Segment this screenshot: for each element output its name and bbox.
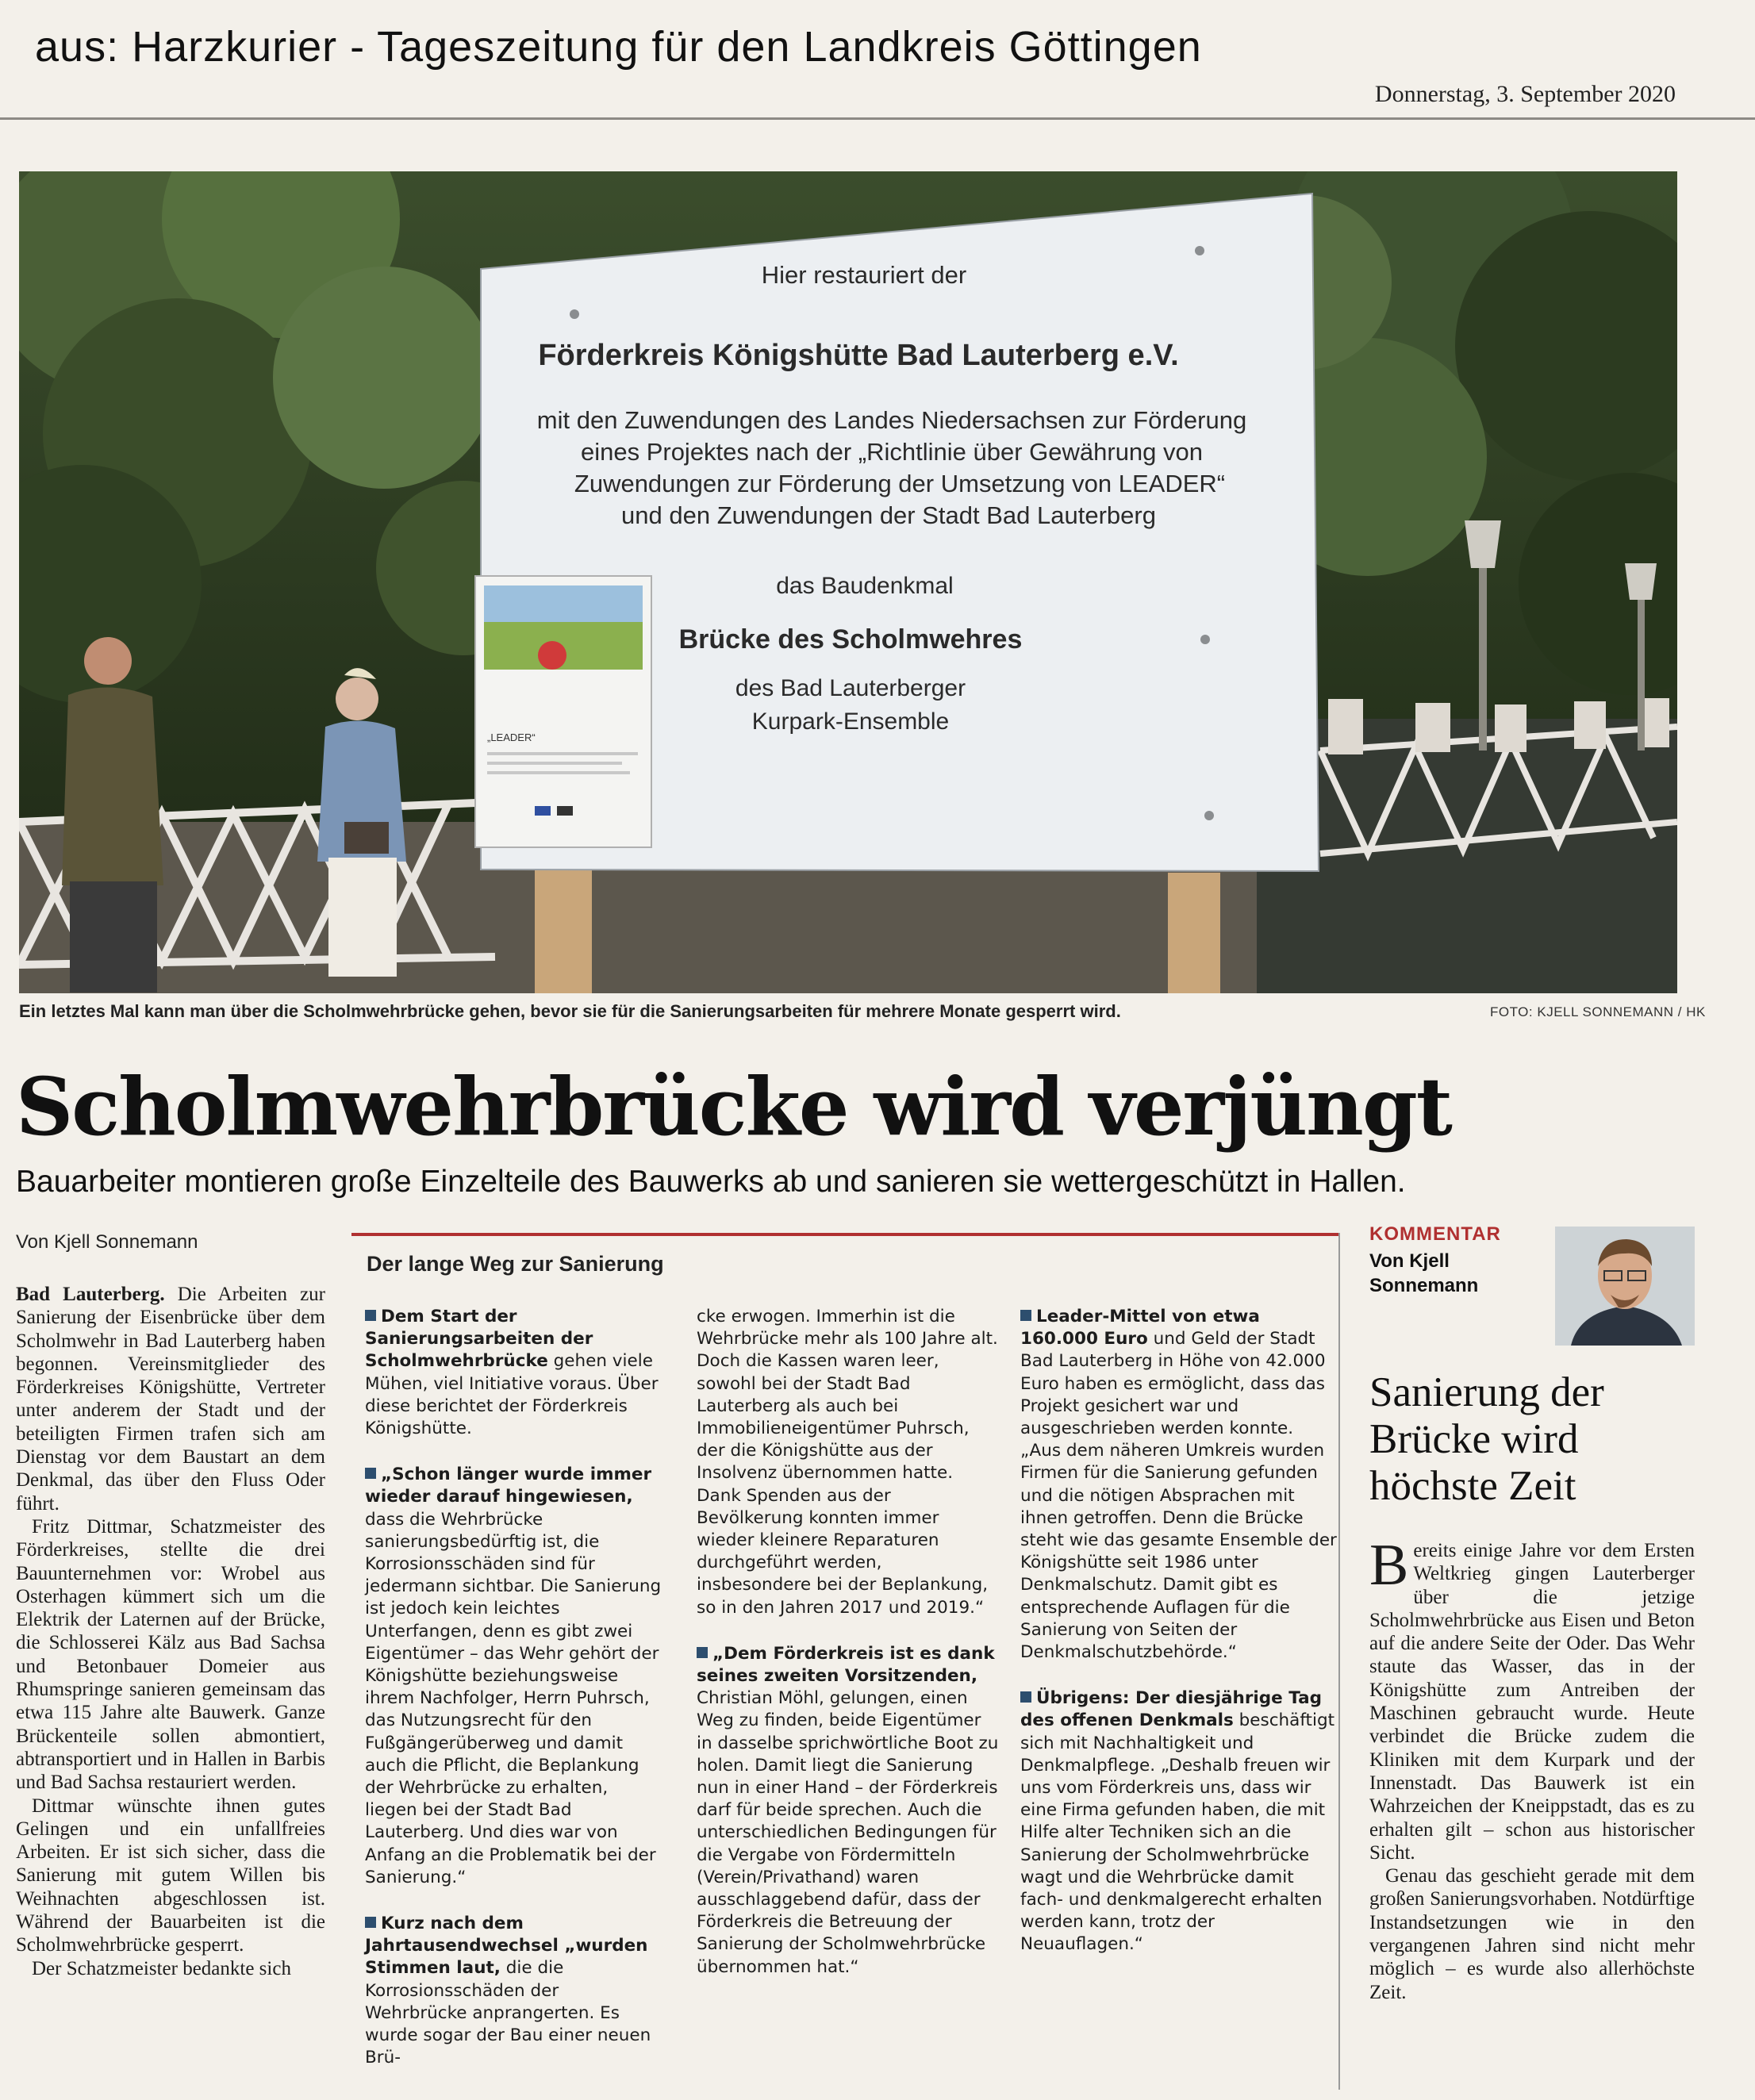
headline: Scholmwehrbrücke wird verjüngt [16, 1060, 1451, 1154]
subheadline: Bauarbeiter montieren große Einzelteile des Bauwerks ab und sanieren sie wettergeschützt in Hallen. [16, 1165, 1406, 1199]
sign-line: das Baudenkmal [776, 573, 954, 599]
item-text: Christian Möhl, gelungen, einen Weg zu finden, beide Eigentümer in dasselbe sprichwörtliche Boot zu holen. Damit liegt die Sanierung nun in einer Hand – der Förderkreis darf für beide sprechen. Auch die unterschiedlichen Bedingungen für die Vergabe von Fördermitteln (Verein/Privathand) waren ausschlaggebend dafür, dass der Förderkreis die Betreuung der Sanierung der Scholmwehrbrücke übernommen hat.“ [697, 1688, 999, 1977]
item-lead: Kurz nach dem Jahrtausendwechsel „wurden Stimmen laut, [365, 1914, 648, 1979]
bullet-square-icon [1020, 1691, 1031, 1703]
dateline: Bad Lauterberg. [16, 1284, 165, 1305]
bullet-square-icon [365, 1917, 376, 1928]
infobox-top-rule [351, 1233, 1339, 1236]
item-text: die die Korrosionsschäden der Wehrbrücke anprangerten. Es wurde sogar der Bau einer neuen Brü- [365, 1958, 651, 2068]
item-lead: „Schon länger wurde immer wieder darauf hingewiesen, [365, 1465, 652, 1507]
item-lead: Dem Start der Sanierungsarbeiten der Scholmwehrbrücke [365, 1307, 593, 1372]
kommentar-author: Von Kjell Sonnemann [1369, 1250, 1479, 1296]
article-paragraph [16, 1283, 325, 1515]
sign-line: des Bad Lauterberger [735, 675, 966, 701]
infobox-item [365, 1913, 665, 2069]
infobox-item [365, 1464, 665, 1889]
infobox-title: Der lange Weg zur Sanierung [367, 1252, 664, 1276]
item-text: dass die Wehrbrücke sanierungsbedürftig ist, die Korrosionsschäden sind für jedermann sichtbar. Die Sanierung ist jedoch kein leichtes Unterfangen, denn es gibt zwei Eigentümer – das Wehr gehört der Königshütte beziehungsweise ihrem Nachfolger, Herrn Puhrsch, das Nutzungsrecht für den Fußgängerüberweg und damit auch die Pflicht, die Beplankung der Wehrbrücke zu erhalten, liegen bei der Stadt Bad Lauterberg. Und dies war von Anfang an die Problematik bei der Sanierung.“ [365, 1509, 662, 1887]
item-lead: Leader-Mittel von etwa 160.000 Euro [1020, 1307, 1260, 1349]
poster-label: „LEADER“ [487, 731, 536, 743]
sign-line: mit den Zuwendungen des Landes Niedersachsen zur Förderung [536, 406, 1247, 434]
item-text: cke erwogen. Immerhin ist die Wehrbrücke mehr als 100 Jahre alt. Doch die Kassen waren leer, sowohl bei der Stadt Bad Lauterberg als auch bei Immobilieneigentümer Puhrsch, der die Königshütte aus der Insolvenz übernommen hatte. Dank Spenden aus der Bevölkerung konnten immer wieder kleinere Reparaturen durchgeführt werden, insbesondere bei der Beplankung, so in den Jahren 2017 und 2019.“ [697, 1307, 998, 1618]
infobox-item [697, 1306, 1000, 1619]
bullet-square-icon [365, 1310, 376, 1321]
header-rule [0, 117, 1755, 120]
bullet-square-icon [697, 1647, 708, 1658]
kommentar-paragraph [1369, 1533, 1695, 1864]
sign-line: Hier restauriert der [761, 261, 967, 289]
item-text: und Geld der Stadt Bad Lauterberg in Höhe von 42.000 Euro haben es ermöglicht, dass das Projekt gesichert war und ausgeschrieben werden konnte. „Aus dem näheren Umkreis wurden Firmen für die Sanierung gefunden und die nötigen Absprachen mit ihnen getroffen. Denn die Brücke steht wie das gesamte Ensemble der Königshütte seit 1986 unter Denkmalschutz. Damit gibt es entsprechende Auflagen für die Sanierung von Seiten der Denkmalschutzbehörde.“ [1020, 1329, 1337, 1663]
infobox-item [365, 1306, 665, 1440]
source-line: aus: Harzkurier - Tageszeitung für den Landkreis Göttingen [35, 23, 1202, 71]
sign-line: Förderkreis Königshütte Bad Lauterberg e.V. [538, 339, 1179, 372]
item-lead: Übrigens: Der diesjährige Tag des offenen Denkmals [1020, 1688, 1323, 1731]
infobox-column-3 [1020, 1306, 1338, 1980]
photo-credit: FOTO: KJELL SONNEMANN / HK [1490, 1004, 1706, 1019]
kommentar-body [1369, 1533, 1695, 2004]
infobox-item [1020, 1687, 1338, 1956]
infobox-item [1020, 1306, 1338, 1664]
author-portrait [1555, 1227, 1695, 1346]
bullet-square-icon [1020, 1310, 1031, 1321]
issue-date: Donnerstag, 3. September 2020 [1374, 81, 1676, 107]
kommentar-paragraph: Genau das geschieht gerade mit dem großen Sanierungsvorhaben. Notdürftige Instandsetzungen wie in den vergangenen Jahren sind nicht mehr möglich – es wurde also allerhöchste Zeit. [1369, 1865, 1695, 2003]
bullet-square-icon [365, 1468, 376, 1479]
article-paragraph: Fritz Dittmar, Schatzmeister des Förderkreises, stellte die drei Bauunternehmen vor: Wrobel aus Osterhagen kümmert sich um die Elektrik der Laternen auf der Brücke, die Schlosserei Kälz aus Bad Sachsa und Betonbauer Domeier aus Rhumspringe sanieren gemeinsam das etwa 115 Jahre alte Bauwerk. Ganze Brückenteile sollen abmontiert, abtransportiert und in Hallen in Barbis und Bad Sachsa restauriert werden. [16, 1515, 325, 1794]
sign-line: Zuwendungen zur Förderung der Umsetzung von LEADER“ [574, 470, 1226, 497]
article-photo [19, 171, 1677, 993]
kommentar-headline: Sanierung der Brücke wird höchste Zeit [1369, 1369, 1604, 1509]
sign-line: Kurpark-Ensemble [751, 708, 950, 735]
column-divider [1338, 1233, 1340, 2090]
drop-cap: B [1369, 1533, 1409, 1598]
sign-line: eines Projektes nach der „Richtlinie über Gewährung von [580, 438, 1204, 466]
infobox-column-2 [697, 1306, 1000, 2002]
article-paragraph: Der Schatzmeister bedankte sich [32, 1957, 291, 1979]
kommentar-label: KOMMENTAR [1369, 1223, 1501, 1245]
leader-poster [475, 576, 651, 847]
photo-illustration [19, 171, 1677, 993]
paragraph-text: ereits einige Jahre vor dem Ersten Weltkrieg gingen Lauterberger über die jetzige Scholmwehrbrücke aus Eisen und Beton auf die andere Seite der Oder. Das Wehr staute das Wasser, das in der Königshütte zum Antreiben der Maschinen gebraucht wurde. Heute verbindet die Brücke zudem die Kliniken mit dem Kurpark und der Innenstadt. Das Bauwerk ist ein Wahrzeichen der Kneippstadt, das es zu erhalten gilt – schon aus historischer Sicht. [1369, 1540, 1695, 1864]
article-column [16, 1283, 325, 1980]
author-portrait-image [1555, 1227, 1695, 1346]
sign-line: Brücke des Scholmwehres [678, 624, 1023, 655]
byline: Von Kjell Sonnemann [16, 1231, 198, 1253]
item-text: beschäftigt sich mit Nachhaltigkeit und Denkmalpflege. „Deshalb freuen wir uns vom Förderkreis uns, dass wir eine Firma gefunden haben, die mit Hilfe alter Techniken sich an die Sanierung der Scholmwehrbrücke wagt und die Wehrbrücke damit fach- und denkmalgerecht erhalten werden kann, trotz der Neuauflagen.“ [1020, 1710, 1335, 1955]
item-lead: „Dem Förderkreis ist es dank seines zweiten Vorsitzenden, [697, 1643, 995, 1687]
article-paragraph: Dittmar wünschte ihnen gutes Gelingen und ein unfallfreies Arbeiten. Er ist sich sicher, dass die Sanierung mit gutem Willen bis Weihnachten abgeschlossen ist. Während der Bauarbeiten ist die Scholmwehrbrücke gesperrt. [16, 1795, 325, 1956]
infobox-column-1 [365, 1306, 665, 2094]
infobox-item [697, 1643, 1000, 1979]
paragraph-text: Die Arbeiten zur Sanierung der Eisenbrücke über dem Scholmwehr in Bad Lauterberg haben begonnen. Vereinsmitglieder des Förderkreises Königshütte, Vertreter unter anderem der Stadt und der beteiligten Firmen trafen sich am Dienstag vor dem Baustart an dem Denkmal, das über den Fluss Oder führt. [16, 1284, 325, 1515]
sign-line: und den Zuwendungen der Stadt Bad Lauterberg [621, 501, 1156, 529]
photo-caption: Ein letztes Mal kann man über die Scholmwehrbrücke gehen, bevor sie für die Sanierungsarbeiten für mehrere Monate gesperrt wird. [19, 1001, 1121, 1021]
item-text: gehen viele Mühen, viel Initiative voraus. Über diese berichtet der Förderkreis Königshütte. [365, 1351, 659, 1439]
